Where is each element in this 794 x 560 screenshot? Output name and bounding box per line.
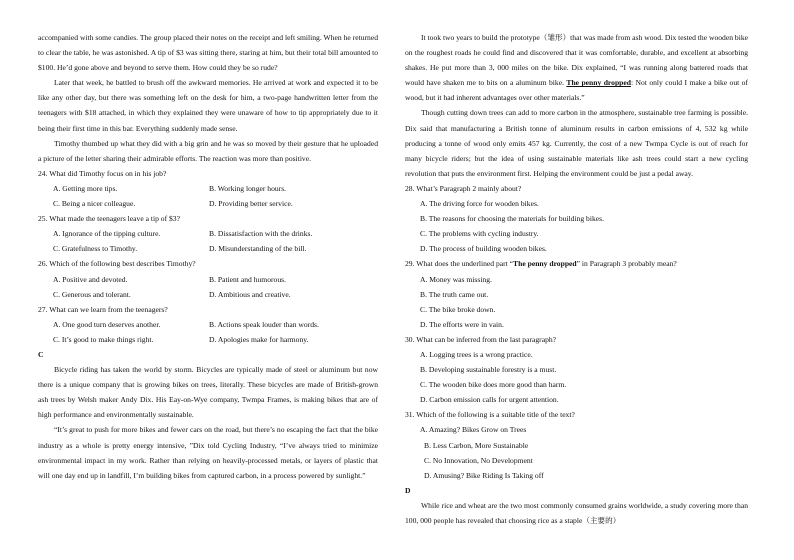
question-26-options-2 [38,287,378,302]
option-27b: B. Actions speak louder than words. [209,319,319,329]
option-24c: C. Being a nicer colleague. [53,199,136,209]
passage-c-paragraph-4: Though cutting down trees can add to more carbon in the atmosphere, sustainable tree farming is possible. Dix said that manufacturing a British tonne of aluminum results in carbon emissions of 4, 532 kg while producing a tonne of wood only emits 457 kg. Currently, the cost of a new Twmpa Cycle is out of reach for many bicycle riders; but the idea of using sustainable materials like ash trees could start a new cycling revolution that puts the environment first. Helping the environment could be just a pedal away. [405,108,748,178]
option-30b: B. Developing sustainable forestry is a must. [420,365,557,375]
question-27-options [38,317,378,332]
passage-b-paragraph-2: Later that week, he battled to brush off the awkward memories. He arrived at work and expected it to be like any other day, but there was something left on the desk for him, a two-page handwritten letter from the teenagers with $18 attached, in which they explained they were unaware of how to tip appropriately due to it being their first time in this bar. Everything suddenly made sense. [38,78,378,133]
option-29c: C. The bike broke down. [420,304,496,314]
question-25-options [38,226,378,241]
passage-b-paragraph-1: accompanied with some candies. The group placed their notes on the receipt and left smiling. When he returned to clear the table, he was astonished. A tip of $3 was sitting there, staring at him, but their total bill amounted to $100. He’d gone above and beyond to serve them. How could they be so rude? [38,33,378,73]
option-24d: D. Providing better service. [209,199,293,209]
question-28: 28. What’s Paragraph 2 mainly about? [405,183,522,193]
option-27c: C. It’s good to make things right. [53,334,154,344]
option-31d: D. Amusing? Bike Riding Is Taking off [424,470,544,480]
option-25c: C. Gratefulness to Timothy. [53,244,138,254]
left-column [38,30,378,483]
option-31b: B. Less Carbon, More Sustainable [424,440,529,450]
option-28b: B. The reasons for choosing the materials for building bikes. [420,214,604,224]
option-27d: D. Apologies make for harmony. [209,334,309,344]
question-26: 26. Which of the following best describes Timothy? [38,259,196,269]
passage-b-paragraph-3: Timothy thumbed up what they did with a big grin and he was so moved by their gesture that he uploaded a picture of the letter sharing their admirable efforts. The reaction was more than positive. [38,138,378,163]
passage-c-paragraph-1: Bicycle riding has taken the world by storm. Bicycles are typically made of steel or aluminum but now there is a unique company that is growing bikes on trees, literally. These bicycles are made of British-grown ash trees by Welsh maker Andy Dix. His Eay-on-Wye company, Twmpa Frames, is making bikes that are of high performance and environmentally sustainable. [38,365,378,420]
underlined-phrase: The penny dropped [566,78,631,88]
option-29d: D. The efforts were in vain. [420,319,504,329]
section-d-heading: D [405,485,411,495]
question-24-options-2 [38,196,378,211]
option-25a: A. Ignorance of the tipping culture. [53,229,161,239]
option-26a: A. Positive and devoted. [53,274,128,284]
option-29b: B. The truth came out. [420,289,489,299]
question-24: 24. What did Timothy focus on in his job? [38,168,167,178]
question-29-phrase: The penny dropped [513,259,577,269]
question-27: 27. What can we learn from the teenagers? [38,304,168,314]
question-25-options-2 [38,241,378,256]
question-24-options [38,181,378,196]
option-24a: A. Getting more tips. [53,183,118,193]
option-26b: B. Patient and humorous. [209,274,286,284]
passage-d-paragraph-1: While rice and wheat are the two most commonly consumed grains worldwide, a study covering more than 100, 000 people has revealed that choosing rice as a staple（主要的） [405,500,748,525]
option-30a: A. Logging trees is a wrong practice. [420,349,533,359]
question-29-suffix: ” in Paragraph 3 probably mean? [576,259,677,269]
question-30: 30. What can be inferred from the last paragraph? [405,334,557,344]
question-25: 25. What made the teenagers leave a tip of $3? [38,214,180,224]
option-28d: D. The process of building wooden bikes. [420,244,547,254]
question-29 [405,256,748,271]
question-27-options-2 [38,332,378,347]
option-26c: C. Generous and tolerant. [53,289,131,299]
question-29-prefix: 29. What does the underlined part “ [405,259,514,269]
paragraph-3-start: It took two years to build the prototype（雏形）that was made from ash wood. Dix tested the wooden bike on the roughest roads he could find and discovered that it was comfortable, durable, and excellent at absorbing shakes. He put more than 3, 000 miles on the bike. Dix explained, “I was running along battered roads that would have shaken me to bits on a aluminum bike. [405,33,748,88]
option-29a: A. Money was missing. [420,274,492,284]
paragraph-3-end: : Not only could I make a bike out of wood, but it had inherent advantages over other materials.” [405,78,748,103]
question-26-options [38,272,378,287]
right-column [405,30,748,528]
option-28a: A. The driving force for wooden bikes. [420,199,539,209]
option-25b: B. Dissatisfaction with the drinks. [209,229,313,239]
option-31a: A. Amazing? Bikes Grow on Trees [420,425,527,435]
option-28c: C. The problems with cycling industry. [420,229,539,239]
option-30c: C. The wooden bike does more good than harm. [420,380,567,390]
question-31: 31. Which of the following is a suitable title of the text? [405,410,575,420]
option-30d: D. Carbon emission calls for urgent attention. [420,395,559,405]
passage-c-paragraph-2: “It’s great to push for more bikes and fewer cars on the road, but there’s no escaping the fact that the bike industry as a whole is pretty energy intensive, ”Dix told Cycling Industry, “I’ve always tried to minimize environmental impact in my work. Rather than relying on heavily-processed metals, or layers of plastic that will one day end up in landfill, I’m building bikes from captured carbon, in a process powered by sunlight.” [38,425,378,480]
passage-c-paragraph-3 [405,30,748,105]
option-27a: A. One good turn deserves another. [53,319,161,329]
option-24b: B. Working longer hours. [209,183,287,193]
option-31c: C. No Innovation, No Development [424,455,533,465]
option-26d: D. Ambitious and creative. [209,289,291,299]
option-25d: D. Misunderstanding of the bill. [209,244,307,254]
section-c-heading: C [38,349,44,359]
